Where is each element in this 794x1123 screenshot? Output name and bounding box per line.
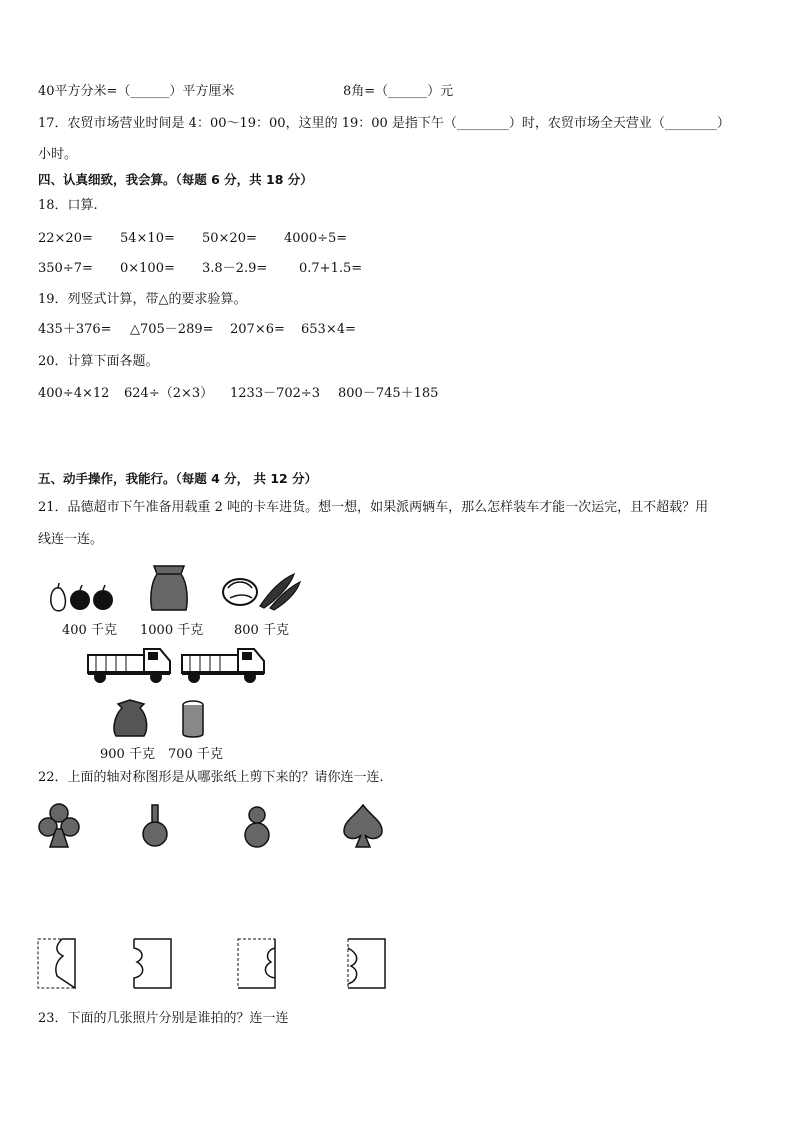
q19-title: 19．列竖式计算，带△的要求验算。	[38, 292, 247, 307]
paper-cut-option-1-icon	[37, 938, 77, 990]
goods-label-900: 900 千克	[100, 747, 155, 762]
q18-r2c1: 350÷7=	[38, 261, 93, 276]
q18-r1c1: 22×20=	[38, 231, 93, 246]
q20-item2: 624÷（2×3）	[124, 386, 214, 401]
truck-icon	[180, 643, 270, 685]
q23-title: 23．下面的几张照片分别是谁拍的？连一连	[38, 1011, 289, 1026]
goods-label-400: 400 千克	[62, 623, 117, 638]
sack-icon	[148, 562, 190, 612]
q19-item4: 653×4=	[301, 322, 356, 337]
gourd-bottle-icon	[140, 803, 170, 849]
q19-item1: 435＋376=	[38, 322, 112, 337]
q20-title: 20．计算下面各题。	[38, 354, 159, 369]
q20-item3: 1233－702÷3	[230, 386, 321, 401]
goods-label-800: 800 千克	[234, 623, 289, 638]
q18-title: 18．口算.	[38, 198, 98, 213]
truck-icon	[86, 643, 176, 685]
spade-shape-icon	[342, 803, 384, 849]
q18-r1c3: 50×20=	[202, 231, 257, 246]
paper-cut-option-2-icon	[133, 938, 173, 990]
goods-label-1000: 1000 千克	[140, 623, 204, 638]
fruit-icon	[46, 582, 122, 612]
q18-r2c4: 0.7+1.5=	[299, 261, 363, 276]
q18-r2c2: 0×100=	[120, 261, 175, 276]
q17-line2: 小时。	[38, 147, 78, 162]
q18-r1c4: 4000÷5=	[284, 231, 348, 246]
q16-part1: 40平方分米=（______）平方厘米	[38, 84, 235, 99]
q17-line1: 17．农贸市场营业时间是 4：00～19：00，这里的 19：00 是指下午（________）时，农贸市场全天营业（________）	[38, 116, 730, 131]
calabash-icon	[242, 805, 272, 849]
q21-line2: 线连一连。	[38, 532, 104, 547]
section4-title: 四、认真细致，我会算。（每题 6 分，共 18 分）	[38, 172, 313, 187]
q19-item2: △705－289=	[130, 322, 214, 337]
q18-r1c2: 54×10=	[120, 231, 175, 246]
q16-part2: 8角=（______）元	[343, 84, 454, 99]
q21-line1: 21．品德超市下午准备用载重 2 吨的卡车进货。想一想，如果派两辆车，那么怎样装车才能一次运完，且不超载？用	[38, 500, 709, 515]
q20-item1: 400÷4×12	[38, 386, 110, 401]
club-shape-icon	[38, 803, 80, 849]
q18-r2c3: 3.8－2.9=	[202, 261, 268, 276]
paper-cut-option-4-icon	[347, 938, 387, 990]
q19-item3: 207×6=	[230, 322, 285, 337]
q22-title: 22．上面的轴对称图形是从哪张纸上剪下来的？请你连一连.	[38, 770, 384, 785]
goods-label-700: 700 千克	[168, 747, 223, 762]
q20-item4: 800－745＋185	[338, 386, 439, 401]
bag-icon	[110, 698, 152, 738]
paper-cut-option-3-icon	[237, 938, 277, 990]
section5-title: 五、动手操作，我能行。（每题 4 分， 共 12 分）	[38, 471, 318, 486]
can-icon	[180, 700, 206, 738]
vegetables-icon	[220, 570, 302, 610]
